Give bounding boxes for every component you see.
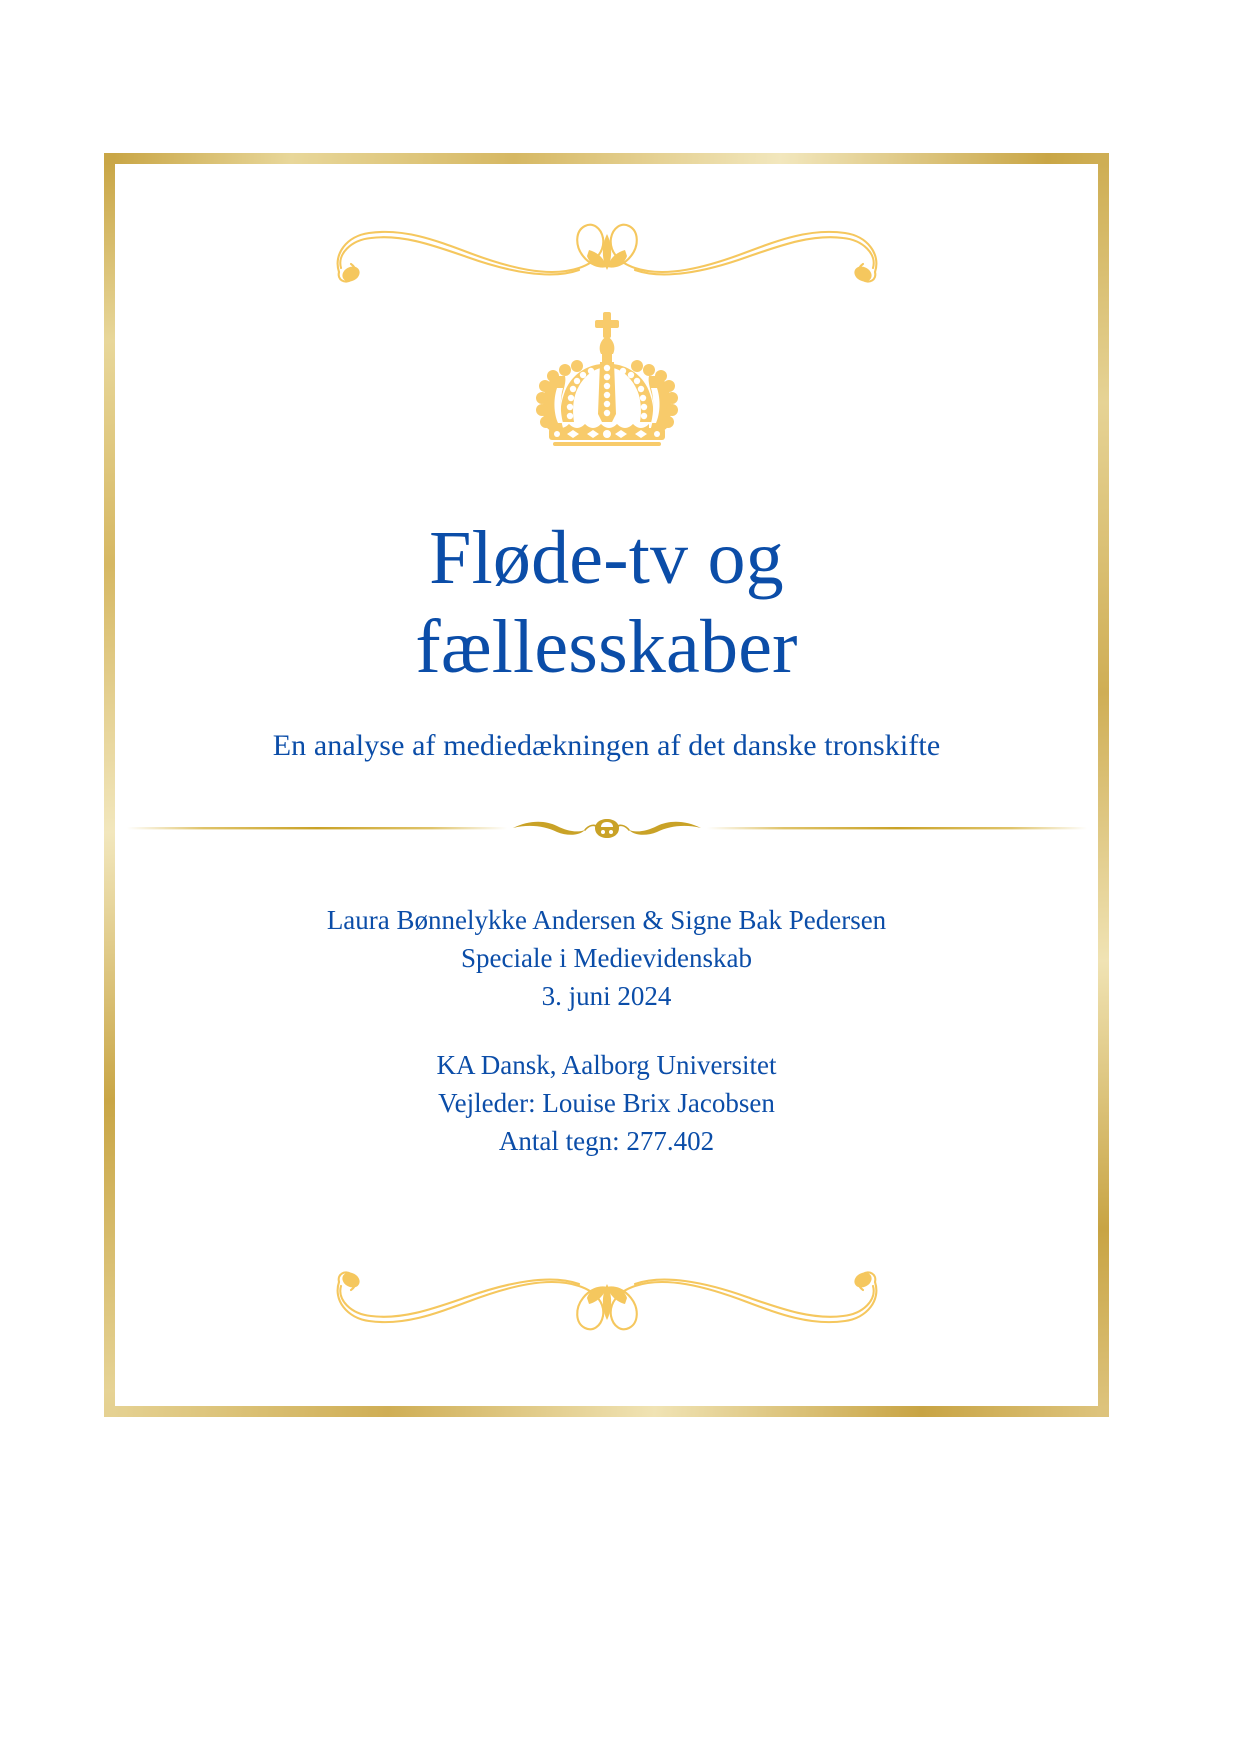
department: KA Dansk, Aalborg Universitet [436,1049,777,1080]
author-names: Laura Bønnelykke Andersen & Signe Bak Pedersen [326,904,887,935]
programme: Speciale i Medievidenskab [461,943,752,974]
flourish-ornament-icon-bottom [317,1268,897,1348]
character-count: Antal tegn: 277.402 [498,1126,715,1157]
title-page-content [115,164,1098,1406]
submission-date: 3. juni 2024 [541,981,672,1012]
title-line-2: fællesskaber [415,604,798,689]
page-title [375,514,837,692]
royal-crown-icon [517,310,697,452]
supervisor: Vejleder: Louise Brix Jacobsen [438,1088,775,1119]
divider-fleuron-icon [127,813,1087,843]
flourish-ornament-icon [317,206,897,286]
institution-block [327,1046,886,1161]
page-subtitle: En analyse af mediedækningen af det danske tronskifte [272,728,941,762]
title-line-1: Fløde-tv og [429,516,784,600]
authors-block [327,901,886,1016]
title-page-meta [327,901,886,1161]
